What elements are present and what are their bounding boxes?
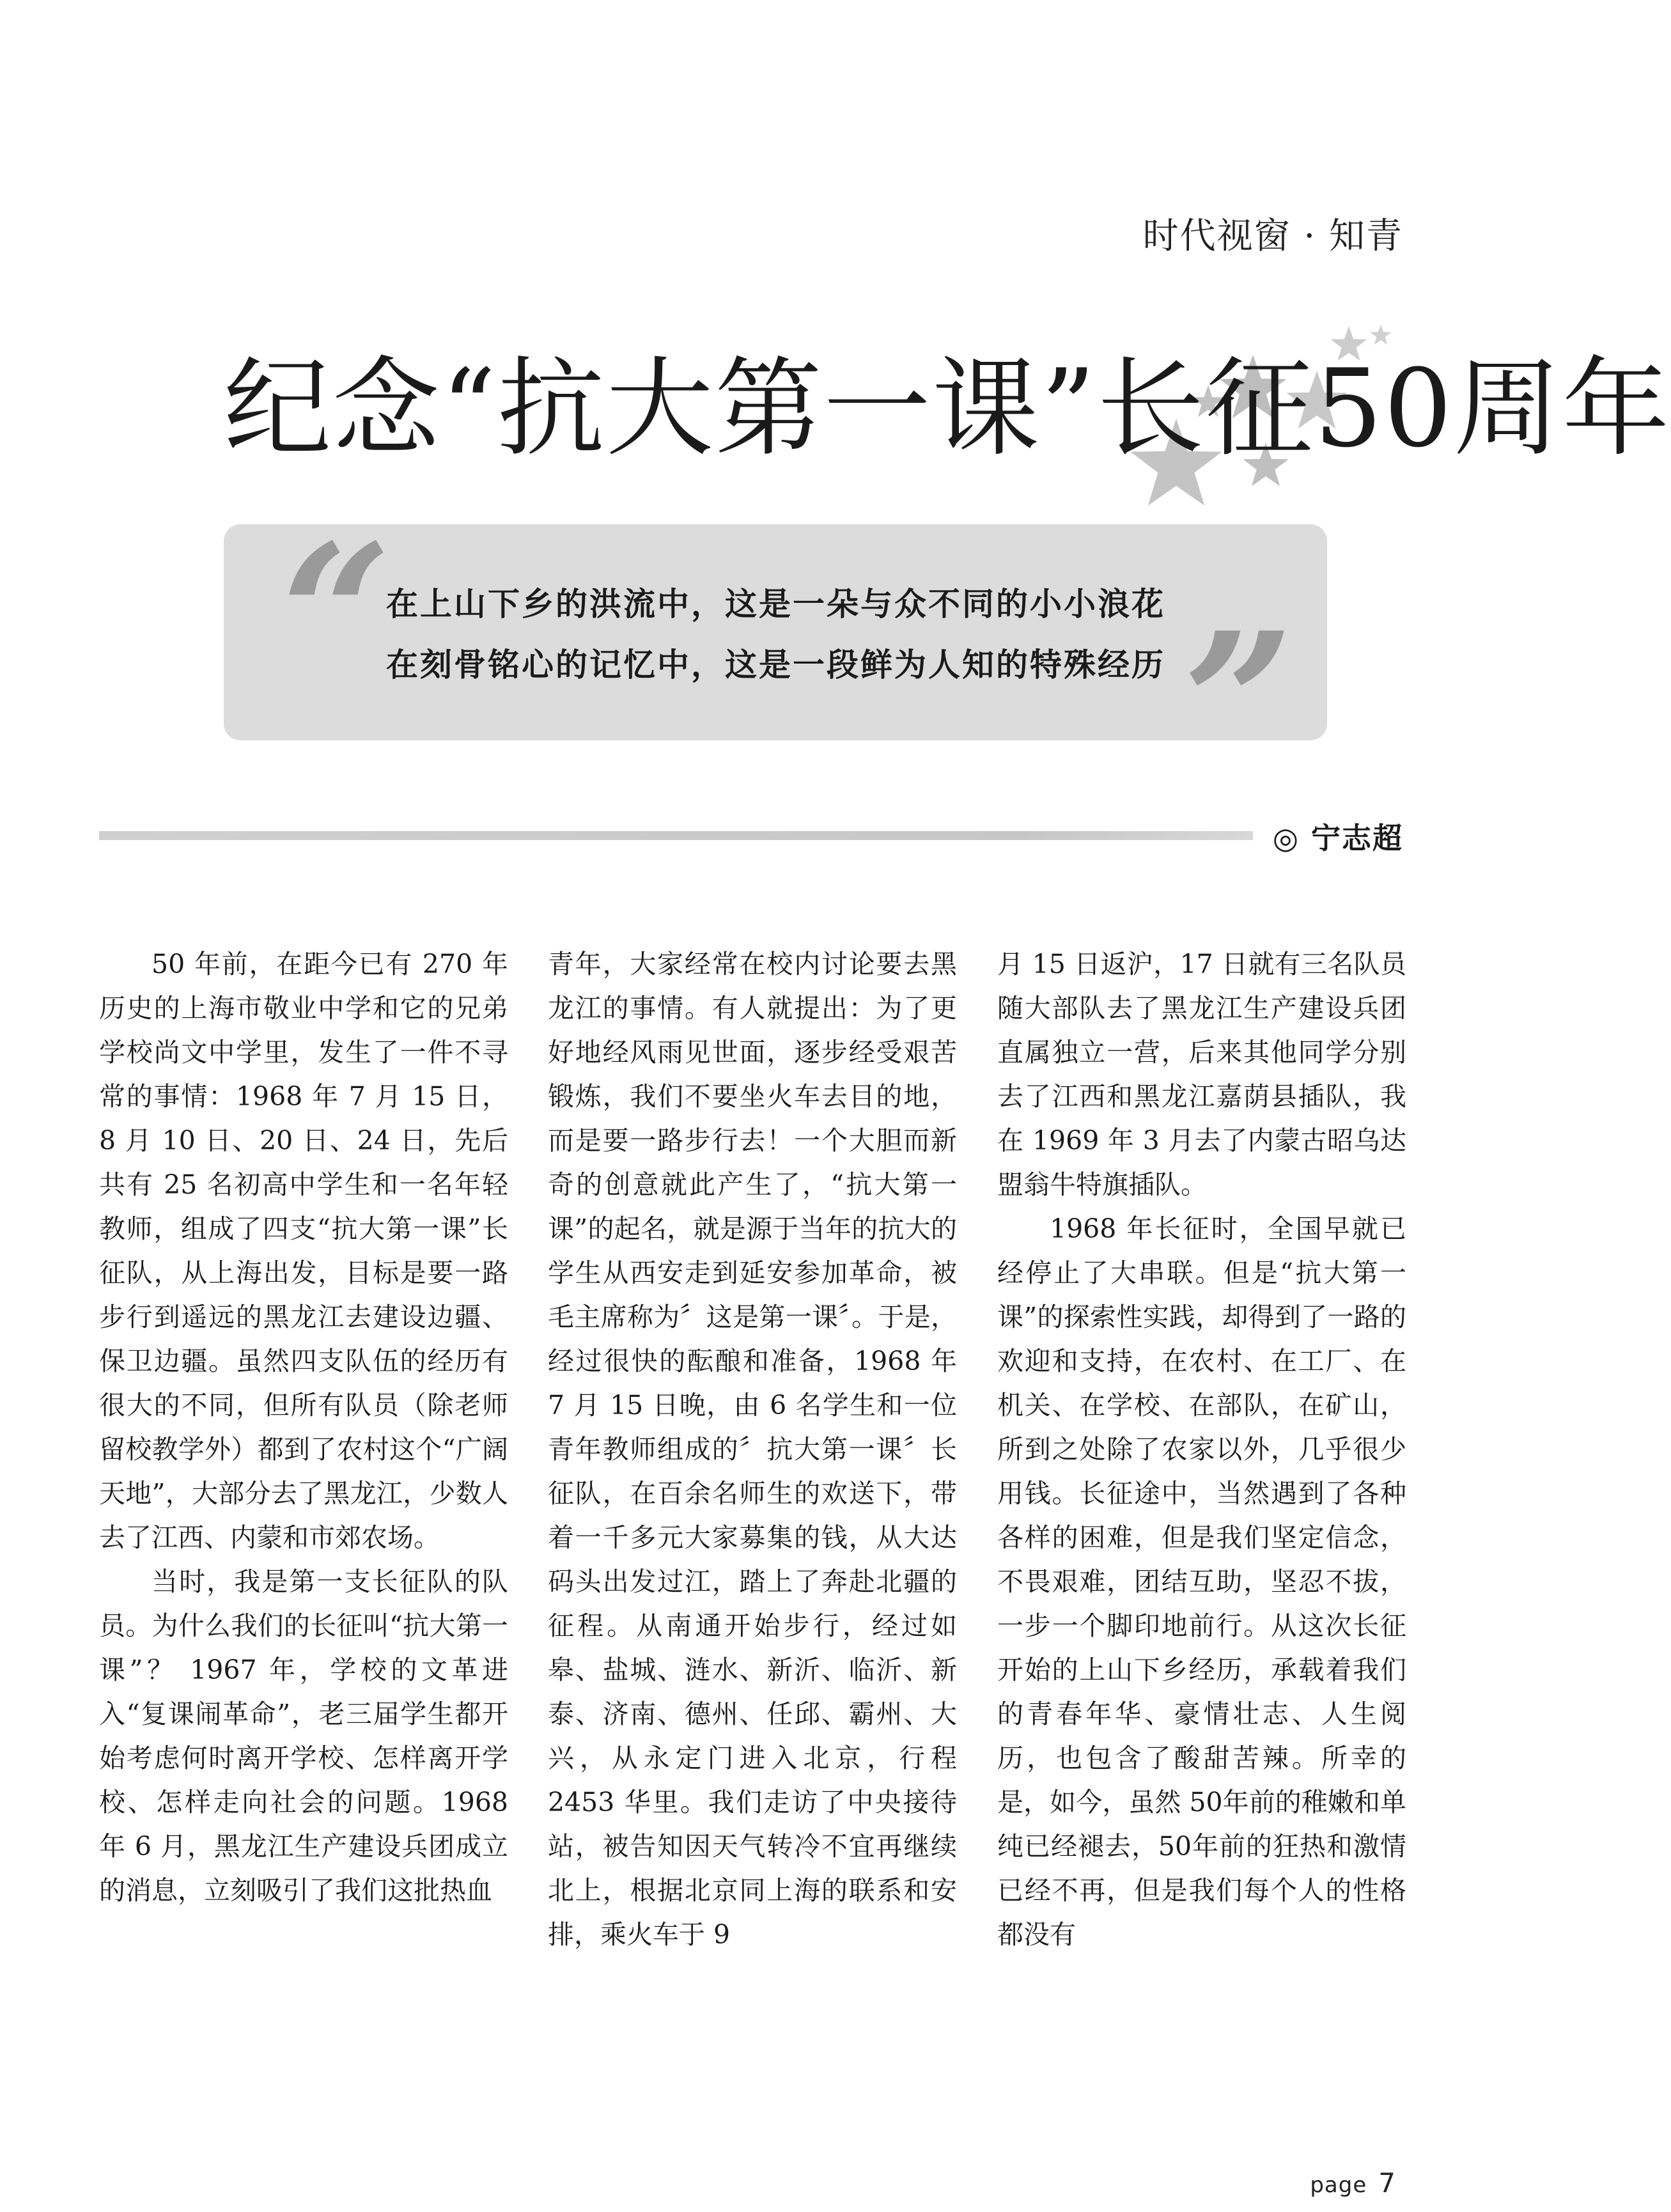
pull-quote-line-2: 在刻骨铭心的记忆中，这是一段鲜为人知的特殊经历 [386,646,1165,683]
section-label: 时代视窗 · 知青 [1142,215,1403,257]
star-icon [1370,325,1391,345]
paragraph: 50 年前，在距今已有 270 年历史的上海市敬业中学和它的兄弟学校尚文中学里，发生了一件不寻常的事情：1968 年 7 月 15 日，8 月 10 日、20 日、24 日，先后共有 25 名初高中学生和一名年轻教师，组成了四支“抗大第一课”长征队，从上海出发，目标是要一路步行到遥远的黑龙江去建设边疆、保卫边疆。虽然四支队伍的经历有很大的不同，但所有队员（除老师留校教学外）都到了农村这个“广阔天地”，大部分去了黑龙江，少数人去了江西、内蒙和市郊农场。 [99,949,508,1553]
pull-quote-box [224,502,1327,816]
close-quote-icon: ” [1183,590,1294,816]
paragraph: 当时，我是第一支长征队的队员。为什么我们的长征叫“抗大第一课”？ 1967 年，学校的文革进入“复课闹革命”，老三届学生都开始考虑何时离开学校、怎样离开学校、怎样走向社会的问题。1968 年 6 月，黑龙江生产建设兵团成立的消息，立刻吸引了我们这批热血 [99,1566,508,1906]
pull-quote-line-1: 在上山下乡的洪流中，这是一朵与众不同的小小浪花 [386,586,1165,623]
text-column-1 [99,942,508,1913]
text-column-2 [548,942,957,1957]
paragraph: 青年，大家经常在校内讨论要去黑龙江的事情。有人就提出：为了更好地经风雨见世面，逐步经受艰苦锻炼，我们不要坐火车去目的地，而是要一路步行去！一个大胆而新奇的创意就此产生了，“抗大第一课”的起名，就是源于当年的抗大的学生从西安走到延安参加革命，被毛主席称为〞这是第一课〞。于是，经过很快的酝酿和准备，1968 年 7 月 15 日晚，由 6 名学生和一位青年教师组成的〞抗大第一课〞长征队，在百余名师生的欢送下，带着一千多元大家募集的钱，从大达码头出发过江，踏上了奔赴北疆的征程。从南通开始步行，经过如皋、盐城、涟水、新沂、临沂、新泰、济南、德州、任邱、霸州、大兴，从永定门进入北京，行程 2453 华里。我们走访了中央接待站，被告知因天气转冷不宜再继续北上，根据北京同上海的联系和安排，乘火车于 9 [548,949,957,1950]
paragraph: 1968 年长征时，全国早就已经停止了大串联。但是“抗大第一课”的探索性实践，却得到了一路的欢迎和支持，在农村、在工厂、在机关、在学校、在部队，在矿山，所到之处除了农家以外，几乎很少用钱。长征途中，当然遇到了各种各样的困难，但是我们坚定信念，不畏艰难，团结互助，坚忍不拔，一步一个脚印地前行。从这次长征开始的上山下乡经历，承载着我们的青春年华、豪情壮志、人生阅历，也包含了酸甜苦辣。所幸的是，如今，虽然 50年前的稚嫩和单纯已经褪去，50年前的狂热和激情已经不再，但是我们每个人的性格都没有 [997,1213,1406,1950]
open-quote-icon: “ [281,502,392,728]
paragraph: 月 15 日返沪，17 日就有三名队员随大部队去了黑龙江生产建设兵团直属独立一营，后来其他同学分别去了江西和黑龙江嘉荫县插队，我在 1969 年 3 月去了内蒙古昭乌达盟翁牛特旗插队。 [997,949,1406,1200]
text-column-3 [997,942,1406,1957]
page-number-value: 7 [1378,2167,1395,2199]
divider-rule [99,831,1253,840]
author-byline: ◎ 宁志超 [1272,821,1403,855]
page-word: page [1310,2172,1367,2198]
page-number [1310,2167,1395,2199]
article-title: 纪念“抗大第一课”长征50周年 [224,346,1671,471]
